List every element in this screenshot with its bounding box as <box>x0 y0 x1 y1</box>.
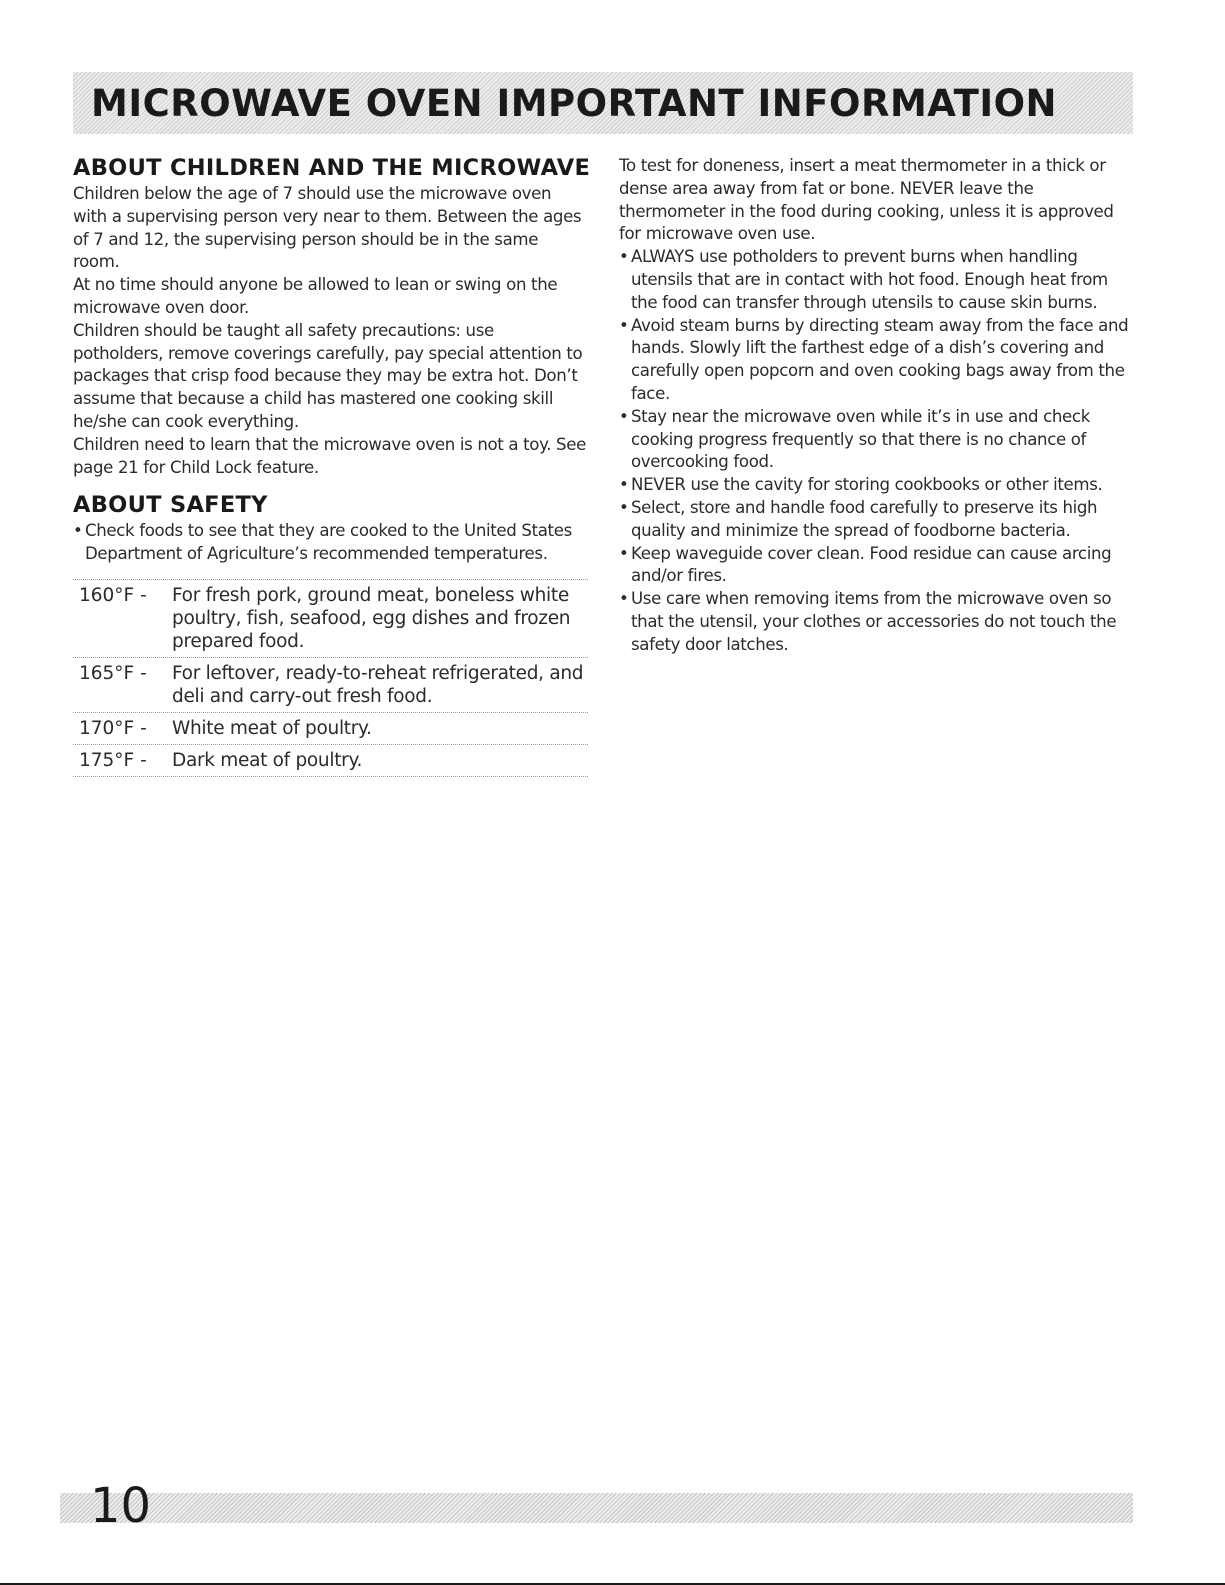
doneness-paragraph: To test for doneness, insert a meat thermometer in a thick or dense area away from fat or bone. NEVER leave the thermometer in the food during cooking, unless it is approved for microwave oven use. <box>619 156 1114 244</box>
safety-bullet: • Check foods to see that they are cooked to the United States Department of Agriculture’s recommended temperatures. <box>73 520 588 566</box>
temperature-value: 160°F - <box>79 584 147 606</box>
safety-tip: • Keep waveguide cover clean. Food residue can cause arcing and/or fires. <box>619 543 1135 589</box>
safety-tip: • ALWAYS use potholders to prevent burns when handling utensils that are in contact with hot food. Enough heat from the food can transfer through utensils to cause skin burns. <box>619 246 1135 314</box>
temperature-value: 165°F - <box>79 662 147 684</box>
safety-tip: • Use care when removing items from the microwave oven so that the utensil, your clothes or accessories do not touch the safety door latches. <box>619 588 1135 656</box>
safety-tip: • Avoid steam burns by directing steam away from the face and hands. Slowly lift the farthest edge of a dish’s covering and carefully open popcorn and oven cooking bags away from the face. <box>619 315 1135 406</box>
page-title: MICROWAVE OVEN IMPORTANT INFORMATION <box>91 82 1057 125</box>
safety-heading: ABOUT SAFETY <box>73 492 268 519</box>
safety-bullet-list <box>73 520 588 566</box>
right-column <box>619 155 1135 657</box>
footer-bar <box>60 1493 1133 1523</box>
children-paragraph: Children need to learn that the microwave oven is not a toy. See page 21 for Child Lock feature. <box>73 434 586 477</box>
temperature-row <box>73 745 588 777</box>
temperature-row <box>73 713 588 745</box>
children-heading: ABOUT CHILDREN AND THE MICROWAVE <box>73 155 591 181</box>
safety-tip: • NEVER use the cavity for storing cookbooks or other items. <box>619 474 1135 497</box>
temperature-table <box>73 579 588 777</box>
children-paragraph: Children should be taught all safety precautions: use potholders, remove coverings carefully, pay special attention to packages that crisp food because they may be extra hot. Don’t assume that because a child has mastered one cooking skill he/she can cook everything. <box>73 320 583 431</box>
temperature-value: 175°F - <box>79 749 147 771</box>
temperature-row <box>73 580 588 658</box>
title-banner <box>73 72 1133 134</box>
safety-tips-list <box>619 246 1135 656</box>
safety-tip: • Stay near the microwave oven while it’s in use and check cooking progress frequently so that there is no chance of overcooking food. <box>619 406 1135 474</box>
temperature-value: 170°F - <box>79 717 147 739</box>
temperature-description: Dark meat of poultry. <box>172 749 363 771</box>
left-column <box>73 155 591 777</box>
temperature-description: For leftover, ready-to-reheat refrigerated, and deli and carry-out fresh food. <box>172 662 584 707</box>
children-paragraph: At no time should anyone be allowed to lean or swing on the microwave oven door. <box>73 275 558 317</box>
children-paragraph: Children below the age of 7 should use the microwave oven with a supervising person very near to them. Between the ages of 7 and 12, the supervising person should be in the same room. <box>73 184 582 272</box>
temperature-row <box>73 658 588 713</box>
safety-tip: • Select, store and handle food carefully to preserve its high quality and minimize the spread of foodborne bacteria. <box>619 497 1135 543</box>
page-number: 10 <box>90 1478 152 1534</box>
temperature-description: For fresh pork, ground meat, boneless white poultry, fish, seafood, egg dishes and frozen prepared food. <box>172 584 571 652</box>
temperature-description: White meat of poultry. <box>172 717 372 739</box>
